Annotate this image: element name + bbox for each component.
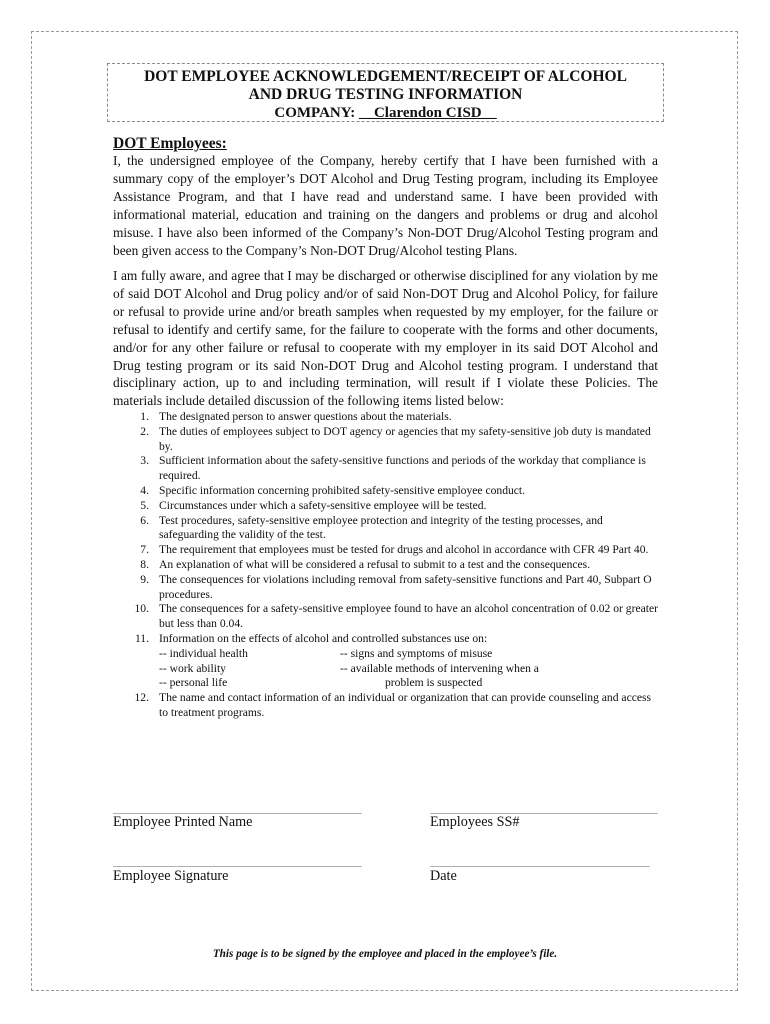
- list-item: [113, 410, 658, 425]
- list-item: [113, 573, 658, 603]
- item-text: An explanation of what will be considered a refusal to submit to a test and the consequences.: [159, 557, 591, 571]
- printed-name-label: Employee Printed Name: [113, 814, 253, 830]
- list-item: [113, 425, 658, 455]
- list-item: [113, 632, 658, 691]
- certification-paragraph: I, the undersigned employee of the Company, hereby certify that I have been furnished with a summary copy of the employer’s DOT Alcohol and Drug Testing program, including its Employee Assistance Program, and that I have read and understand same. I have been provided with informational material, education and training on the dangers and problems or drug and alcohol misuse. I have also been informed of the Company’s Non-DOT Drug/Alcohol Testing program and been given access to the Company’s Non-DOT Drug/Alcohol testing Plans.: [113, 153, 658, 258]
- item-text: Specific information concerning prohibited safety-sensitive employee conduct.: [159, 483, 526, 497]
- materials-list: [113, 410, 658, 721]
- item-text: The consequences for a safety-sensitive employee found to have an alcohol concentration of 0.02 or greater but less than 0.04.: [159, 602, 658, 631]
- item-text: Circumstances under which a safety-sensitive employee will be tested.: [159, 498, 487, 512]
- sub-item: -- signs and symptoms of misuse: [340, 646, 493, 660]
- item-number: 8.: [140, 557, 149, 571]
- list-item: [113, 484, 658, 499]
- item-text: Test procedures, safety-sensitive employee protection and integrity of the testing processes, and safeguarding the validity of the test.: [159, 513, 603, 542]
- item-text: Information on the effects of alcohol and controlled substances use on:: [159, 631, 488, 645]
- discipline-paragraph: I am fully aware, and agree that I may be discharged or otherwise disciplined for any violation by me of said DOT Alcohol and Drug policy and/or of said Non-DOT Drug and Alcohol Policy, for failure or refusal to provide urine and/or breath samples when requested by my employer, for the failure or refusal to identify and certify same, for the failure to cooperate with the forms and other documents, and/or for any other failure or refusal to cooperate with my employer in its said DOT Alcohol and Drug testing program or its said Non-DOT Drug and Alcohol testing program. I understand that disciplinary action, up to and including termination, will result if I violate these Policies. The materials include detailed discussion of the following items listed below:: [113, 268, 658, 409]
- company-value: __Clarendon CISD__: [358, 105, 497, 121]
- list-item: [113, 558, 658, 573]
- item-number: 12.: [134, 691, 149, 705]
- list-item: [113, 514, 658, 544]
- list-item: [113, 454, 658, 484]
- section-heading: DOT Employees:: [113, 135, 227, 152]
- date-label: Date: [430, 868, 457, 884]
- ss-label: Employees SS#: [430, 814, 520, 830]
- effects-sublist: [159, 647, 658, 691]
- item-text: The requirement that employees must be tested for drugs and alcohol in accordance with CFR 49 Part 40.: [159, 543, 649, 557]
- company-line: [108, 104, 663, 122]
- item-number: 11.: [134, 631, 149, 645]
- item-number: 7.: [140, 543, 149, 557]
- item-number: 10.: [134, 602, 149, 616]
- item-number: 9.: [140, 572, 149, 586]
- item-text: The designated person to answer questions about the materials.: [159, 410, 452, 423]
- sub-item: -- individual health: [159, 646, 248, 660]
- company-label: COMPANY:: [274, 105, 356, 121]
- list-item: [113, 499, 658, 514]
- sub-item: problem is suspected: [385, 676, 483, 690]
- signature-label: Employee Signature: [113, 868, 229, 884]
- document-title-line-1: DOT EMPLOYEE ACKNOWLEDGEMENT/RECEIPT OF ALCOHOL: [144, 68, 627, 85]
- item-number: 6.: [140, 513, 149, 527]
- item-number: 1.: [140, 410, 149, 423]
- document-title-line-2: AND DRUG TESTING INFORMATION: [248, 86, 523, 103]
- item-number: 4.: [140, 483, 149, 497]
- title-box: [107, 63, 664, 122]
- list-item: [113, 543, 658, 558]
- item-text: The name and contact information of an individual or organization that can provide counseling and access to treatment programs.: [159, 691, 652, 719]
- item-number: 3.: [140, 454, 149, 468]
- item-number: 2.: [140, 424, 149, 438]
- sub-item: -- available methods of intervening when a: [340, 661, 539, 675]
- sub-item: -- personal life: [159, 676, 228, 690]
- footer-note: This page is to be signed by the employee and placed in the employee’s file.: [212, 948, 558, 960]
- item-text: The consequences for violations including removal from safety-sensitive functions and Part 40, Subpart O procedures.: [159, 572, 652, 601]
- list-item: [113, 602, 658, 632]
- signature-line[interactable]: [113, 866, 362, 867]
- sub-item: -- work ability: [159, 661, 226, 675]
- item-text: Sufficient information about the safety-sensitive functions and periods of the workday that compliance is required.: [159, 454, 646, 483]
- list-item: [113, 691, 658, 721]
- item-text: The duties of employees subject to DOT agency or agencies that my safety-sensitive job duty is mandated by.: [159, 424, 651, 453]
- date-line[interactable]: [430, 866, 650, 867]
- item-number: 5.: [140, 498, 149, 512]
